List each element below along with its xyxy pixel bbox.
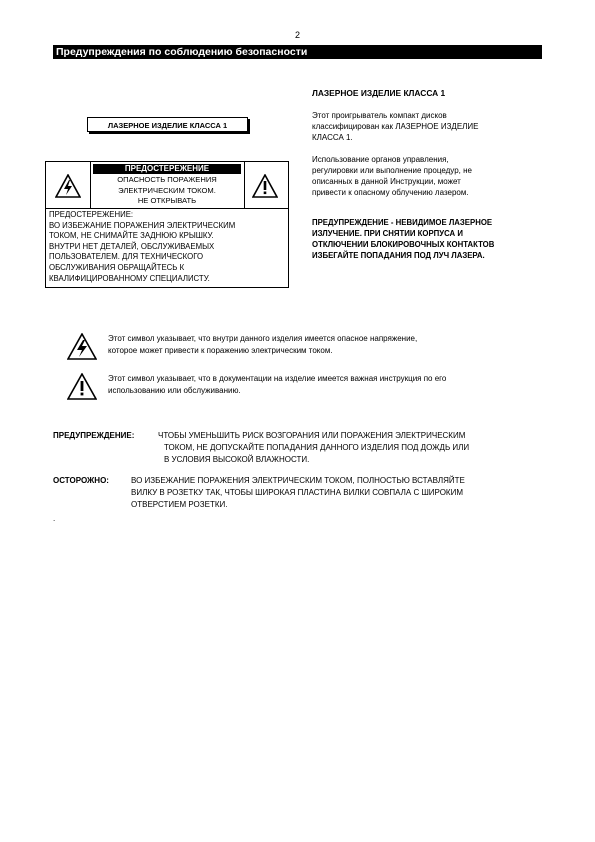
caution-line: НЕ ОТКРЫВАТЬ	[137, 196, 197, 205]
page-number: 2	[294, 30, 300, 40]
divider	[46, 208, 288, 209]
rain-warning	[53, 430, 543, 470]
laser-heading: ЛАЗЕРНОЕ ИЗДЕЛИЕ КЛАССА 1	[312, 88, 446, 98]
controls-paragraph	[312, 154, 542, 198]
laser-paragraph	[312, 110, 542, 143]
warning-text	[131, 475, 465, 510]
caution-body-line: ОБСЛУЖИВАНИЯ ОБРАЩАЙТЕСЬ К	[49, 262, 185, 272]
lightning-triangle-icon	[55, 174, 81, 198]
warning-label: ПРЕДУПРЕЖДЕНИЕ:	[53, 431, 135, 440]
text-line: ЧТОБЫ УМЕНЬШИТЬ РИСК ВОЗГОРАНИЯ ИЛИ ПОРАЖЕНИЯ ЭЛЕКТРИЧЕСКИМ	[158, 431, 466, 440]
caution-body-line: ТОКОМ, НЕ СНИМАЙТЕ ЗАДНЮЮ КРЫШКУ.	[49, 231, 214, 241]
caution-body-line: ПОЛЬЗОВАТЕЛЕМ. ДЛЯ ТЕХНИЧЕСКОГО	[49, 252, 204, 262]
text-line: ВО ИЗБЕЖАНИЕ ПОРАЖЕНИЯ ЭЛЕКТРИЧЕСКИМ ТОКОМ, ПОЛНОСТЬЮ ВСТАВЛЯЙТЕ	[131, 476, 465, 485]
trailing-mark: .	[53, 514, 56, 523]
lightning-triangle-icon	[67, 333, 97, 360]
caution-body	[49, 210, 285, 284]
text-line: которое может привести к поражению электрическим током.	[108, 346, 333, 355]
text-line: Этот проигрыватель компакт дисков	[312, 111, 447, 120]
text-line: использованию или обслуживанию.	[108, 386, 241, 395]
caution-caption: ПРЕДОСТЕРЕЖЕНИЕ	[93, 164, 241, 174]
symbol-description	[108, 373, 528, 397]
caution-body-line: ВО ИЗБЕЖАНИЕ ПОРАЖЕНИЯ ЭЛЕКТРИЧЕСКИМ	[49, 220, 236, 230]
divider	[244, 162, 245, 208]
caution-body-line: ПРЕДОСТЕРЕЖЕНИЕ:	[49, 210, 134, 219]
text-line: Использование органов управления,	[312, 155, 449, 164]
text-line: ТОКОМ, НЕ ДОПУСКАЙТЕ ПОПАДАНИЯ ДАННОГО ИЗДЕЛИЯ ПОД ДОЖДЬ ИЛИ	[164, 442, 470, 452]
laser-warning	[312, 217, 542, 261]
text-line: ИЗЛУЧЕНИЕ. ПРИ СНЯТИИ КОРПУСА И	[312, 229, 463, 238]
text-line: ОТКЛЮЧЕНИИ БЛОКИРОВОЧНЫХ КОНТАКТОВ	[312, 240, 495, 249]
caution-line: ЭЛЕКТРИЧЕСКИМ ТОКОМ.	[118, 185, 216, 195]
exclamation-triangle-icon	[252, 174, 278, 198]
symbol-explanation	[59, 333, 539, 363]
text-line: ОТВЕРСТИЕМ РОЗЕТКИ.	[131, 499, 228, 509]
caution-line: ОПАСНОСТЬ ПОРАЖЕНИЯ	[117, 175, 217, 184]
caution-body-line: ВНУТРИ НЕТ ДЕТАЛЕЙ, ОБСЛУЖИВАЕМЫХ	[49, 241, 215, 251]
text-line: ПРЕДУПРЕЖДЕНИЕ - НЕВИДИМОЕ ЛАЗЕРНОЕ	[312, 218, 493, 227]
caution-header	[93, 162, 241, 208]
text-line: ИЗБЕГАЙТЕ ПОПАДАНИЯ ПОД ЛУЧ ЛАЗЕРА.	[312, 251, 485, 260]
exclamation-triangle-icon	[67, 373, 97, 400]
text-line: описанных в данной Инструкции, может	[312, 177, 461, 186]
text-line: ВИЛКУ В РОЗЕТКУ ТАК, ЧТОБЫ ШИРОКАЯ ПЛАСТИНА ВИЛКИ СОВПАЛА С ШИРОКИМ	[131, 487, 463, 497]
text-line: В УСЛОВИЯ ВЫСОКОЙ ВЛАЖНОСТИ.	[164, 454, 310, 464]
caution-label-box	[45, 161, 289, 288]
text-line: классифицирован как ЛАЗЕРНОЕ ИЗДЕЛИЕ	[312, 122, 479, 131]
symbol-explanation	[59, 373, 539, 403]
text-line: Этот символ указывает, что внутри данного изделия имеется опасное напряжение,	[108, 334, 418, 343]
text-line: регулировки или выполнение процедур, не	[312, 166, 472, 175]
section-title: Предупреждения по соблюдению безопасности	[53, 45, 542, 59]
text-line: привести к опасному облучению лазером.	[312, 188, 469, 197]
plug-warning	[53, 475, 543, 515]
text-line: КЛАССА 1.	[312, 133, 353, 142]
symbol-description	[108, 333, 528, 357]
caution-body-line: КВАЛИФИЦИРОВАННОМУ СПЕЦИАЛИСТУ.	[49, 273, 210, 283]
laser-class-label: ЛАЗЕРНОЕ ИЗДЕЛИЕ КЛАССА 1	[87, 117, 248, 132]
warning-text	[158, 430, 469, 465]
divider	[90, 162, 91, 208]
text-line: Этот символ указывает, что в документации на изделие имеется важная инструкция по его	[108, 374, 447, 383]
warning-label: ОСТОРОЖНО:	[53, 476, 109, 485]
